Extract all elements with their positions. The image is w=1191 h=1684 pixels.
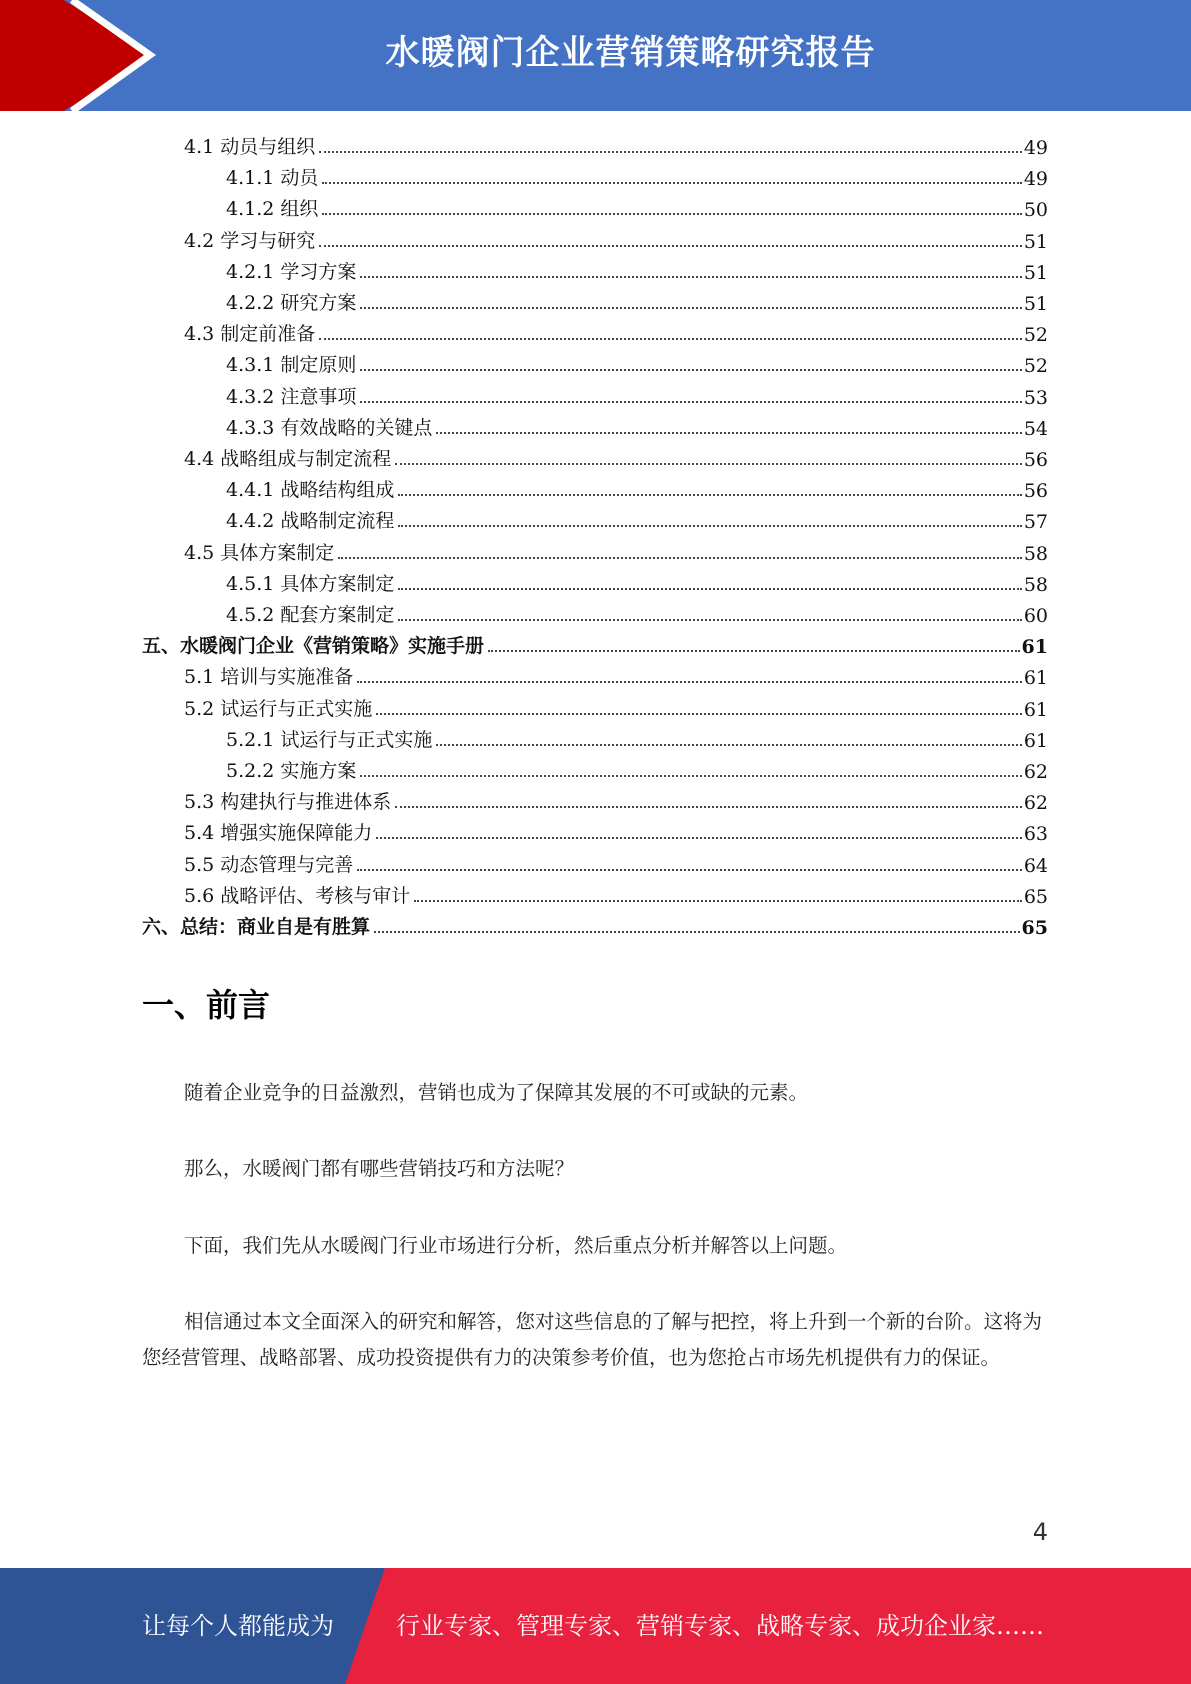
toc-entry[interactable]: [184, 440, 1048, 471]
toc-entry-page: 51: [1023, 293, 1048, 315]
toc-entry-page: 57: [1023, 511, 1048, 534]
toc-entry[interactable]: [184, 877, 1048, 908]
paragraph-2: 那么，水暖阀门都有哪些营销技巧和方法呢？: [184, 1157, 575, 1180]
toc-dot-leader: [398, 618, 1021, 621]
toc-entry-label: 5.2 试运行与正式实施: [184, 697, 373, 720]
toc-entry-page: 49: [1023, 168, 1048, 191]
toc-dot-leader: [319, 244, 1022, 247]
paragraph-3: 下面，我们先从水暖阀门行业市场进行分析，然后重点分析并解答以上问题。: [184, 1234, 848, 1257]
toc-entry-label: 4.2 学习与研究: [184, 229, 316, 252]
toc-entry[interactable]: [184, 315, 1048, 346]
toc-entry-label: 5.2.1 试运行与正式实施: [226, 728, 433, 751]
toc-entry-page: 54: [1023, 417, 1048, 440]
toc-entry-page: 56: [1023, 480, 1048, 503]
toc-dot-leader: [395, 805, 1022, 808]
toc-dot-leader: [360, 774, 1021, 777]
toc-dot-leader: [360, 306, 1021, 309]
toc-entry-label: 4.2.2 研究方案: [226, 292, 357, 314]
toc-entry-label: 5.2.2 实施方案: [226, 760, 357, 782]
toc-dot-leader: [395, 462, 1022, 465]
report-footer: [0, 1568, 1191, 1684]
toc-entry-page: 49: [1023, 137, 1048, 159]
toc-entry-page: 62: [1023, 792, 1048, 815]
toc-dot-leader: [322, 181, 1021, 184]
toc-entry-page: 52: [1023, 355, 1048, 378]
toc-dot-leader: [398, 587, 1021, 590]
report-title: 水暖阀门企业营销策略研究报告: [385, 33, 876, 73]
toc-entry-page: 53: [1023, 386, 1048, 409]
toc-dot-leader: [319, 150, 1022, 153]
toc-entry-label: 4.1.1 动员: [226, 167, 319, 190]
toc-entry-label: 4.5 具体方案制定: [184, 541, 335, 564]
toc-entry-page: 50: [1023, 199, 1048, 222]
toc-entry-page: 61: [1023, 667, 1048, 690]
footer-slogan-left: 让每个人都能成为: [142, 1612, 334, 1640]
toc-dot-leader: [360, 400, 1021, 403]
toc-dot-leader: [436, 743, 1021, 746]
toc-entry-label: 5.6 战略评估、考核与审计: [184, 884, 411, 907]
toc-entry[interactable]: [226, 409, 1048, 440]
toc-entry-label: 4.3.1 制定原则: [226, 354, 357, 377]
toc-entry-label: 4.3.2 注意事项: [226, 385, 357, 408]
toc-entry-label: 4.5.2 配套方案制定: [226, 604, 395, 626]
toc-dot-leader: [414, 899, 1022, 902]
toc-entry[interactable]: [226, 752, 1048, 783]
toc-dot-leader: [398, 493, 1021, 496]
toc-entry-label: 六、总结：商业自是有胜算: [142, 916, 371, 938]
toc-entry[interactable]: [226, 565, 1048, 596]
toc-entry[interactable]: [226, 346, 1048, 377]
toc-dot-leader: [376, 836, 1022, 839]
paragraph-1: 随着企业竞争的日益激烈，营销也成为了保障其发展的不可或缺的元素。: [184, 1081, 809, 1104]
toc-entry-page: 62: [1023, 761, 1048, 783]
toc-entry[interactable]: [226, 159, 1048, 190]
toc-entry-page: 51: [1023, 261, 1048, 284]
toc-entry-label: 5.4 增强实施保障能力: [184, 822, 373, 845]
toc-entry[interactable]: [226, 378, 1048, 409]
toc-entry[interactable]: [226, 721, 1048, 752]
toc-entry-page: 58: [1023, 542, 1048, 565]
toc-entry-page: 60: [1023, 605, 1048, 627]
toc-entry[interactable]: [184, 128, 1048, 159]
toc-entry[interactable]: [226, 471, 1048, 502]
toc-dot-leader: [488, 649, 1020, 652]
toc-entry-label: 4.2.1 学习方案: [226, 260, 357, 283]
toc-entry[interactable]: [226, 502, 1048, 533]
toc-entry-page: 51: [1023, 230, 1048, 253]
toc-entry-label: 4.1 动员与组织: [184, 136, 316, 158]
toc-dot-leader: [357, 680, 1022, 683]
toc-entry-page: 58: [1023, 573, 1048, 596]
page-number: 4: [1032, 1518, 1048, 1546]
toc-entry-label: 4.3 制定前准备: [184, 323, 316, 346]
toc-entry[interactable]: [226, 190, 1048, 221]
toc-dot-leader: [376, 712, 1022, 715]
toc-entry-label: 4.4 战略组成与制定流程: [184, 448, 392, 470]
toc-entry-label: 4.4.2 战略制定流程: [226, 510, 395, 533]
toc-entry-label: 5.1 培训与实施准备: [184, 666, 354, 689]
toc-entry-label: 5.5 动态管理与完善: [184, 853, 354, 876]
toc-entry-page: 64: [1023, 854, 1048, 877]
toc-entry-page: 56: [1023, 449, 1048, 471]
toc-entry-label: 5.3 构建执行与推进体系: [184, 791, 392, 814]
toc-entry[interactable]: [184, 783, 1048, 814]
toc-entry[interactable]: [226, 253, 1048, 284]
toc-entry[interactable]: [184, 846, 1048, 877]
toc-entry[interactable]: [184, 814, 1048, 845]
toc-dot-leader: [319, 337, 1022, 340]
toc-dot-leader: [322, 212, 1021, 215]
toc-entry[interactable]: [184, 534, 1048, 565]
toc-dot-leader: [436, 431, 1021, 434]
footer-slogan-right: 行业专家、管理专家、营销专家、战略专家、成功企业家……: [396, 1612, 1044, 1640]
toc-dot-leader: [357, 868, 1022, 871]
toc-entry-page: 61: [1023, 729, 1048, 752]
toc-dot-leader: [338, 556, 1022, 559]
toc-entry[interactable]: [226, 596, 1048, 627]
toc-entry-label: 五、水暖阀门企业《营销策略》实施手册: [142, 635, 485, 658]
toc-entry-label: 4.5.1 具体方案制定: [226, 572, 395, 595]
toc-entry-label: 4.3.3 有效战略的关键点: [226, 416, 433, 439]
toc-dot-leader: [360, 368, 1021, 371]
report-header: [0, 0, 1191, 111]
toc-entry-page: 61: [1021, 636, 1048, 659]
toc-entry-label: 4.1.2 组织: [226, 198, 319, 221]
section-heading: 一、前言: [142, 986, 271, 1024]
paragraph-4: 相信通过本文全面深入的研究和解答，您对这些信息的了解与把控，将上升到一个新的台阶。这将为您经营管理、战略部署、成功投资提供有力的决策参考价值，也为您抢占市场先机提供有力的保证。: [142, 1310, 1043, 1369]
toc-entry-page: 61: [1023, 698, 1048, 721]
toc-entry[interactable]: [142, 627, 1048, 658]
toc-entry-page: 52: [1023, 324, 1048, 347]
toc-entry[interactable]: [142, 908, 1048, 939]
toc-entry-label: 4.4.1 战略结构组成: [226, 479, 395, 502]
toc-entry-page: 65: [1023, 885, 1048, 908]
toc-entry-page: 63: [1023, 823, 1048, 846]
toc-dot-leader: [360, 275, 1021, 278]
toc-entry[interactable]: [184, 690, 1048, 721]
toc-dot-leader: [398, 524, 1021, 527]
toc-entry[interactable]: [226, 284, 1048, 315]
toc-entry[interactable]: [184, 658, 1048, 689]
toc-entry-page: 65: [1021, 917, 1048, 939]
toc-entry[interactable]: [184, 222, 1048, 253]
toc-dot-leader: [374, 930, 1020, 933]
